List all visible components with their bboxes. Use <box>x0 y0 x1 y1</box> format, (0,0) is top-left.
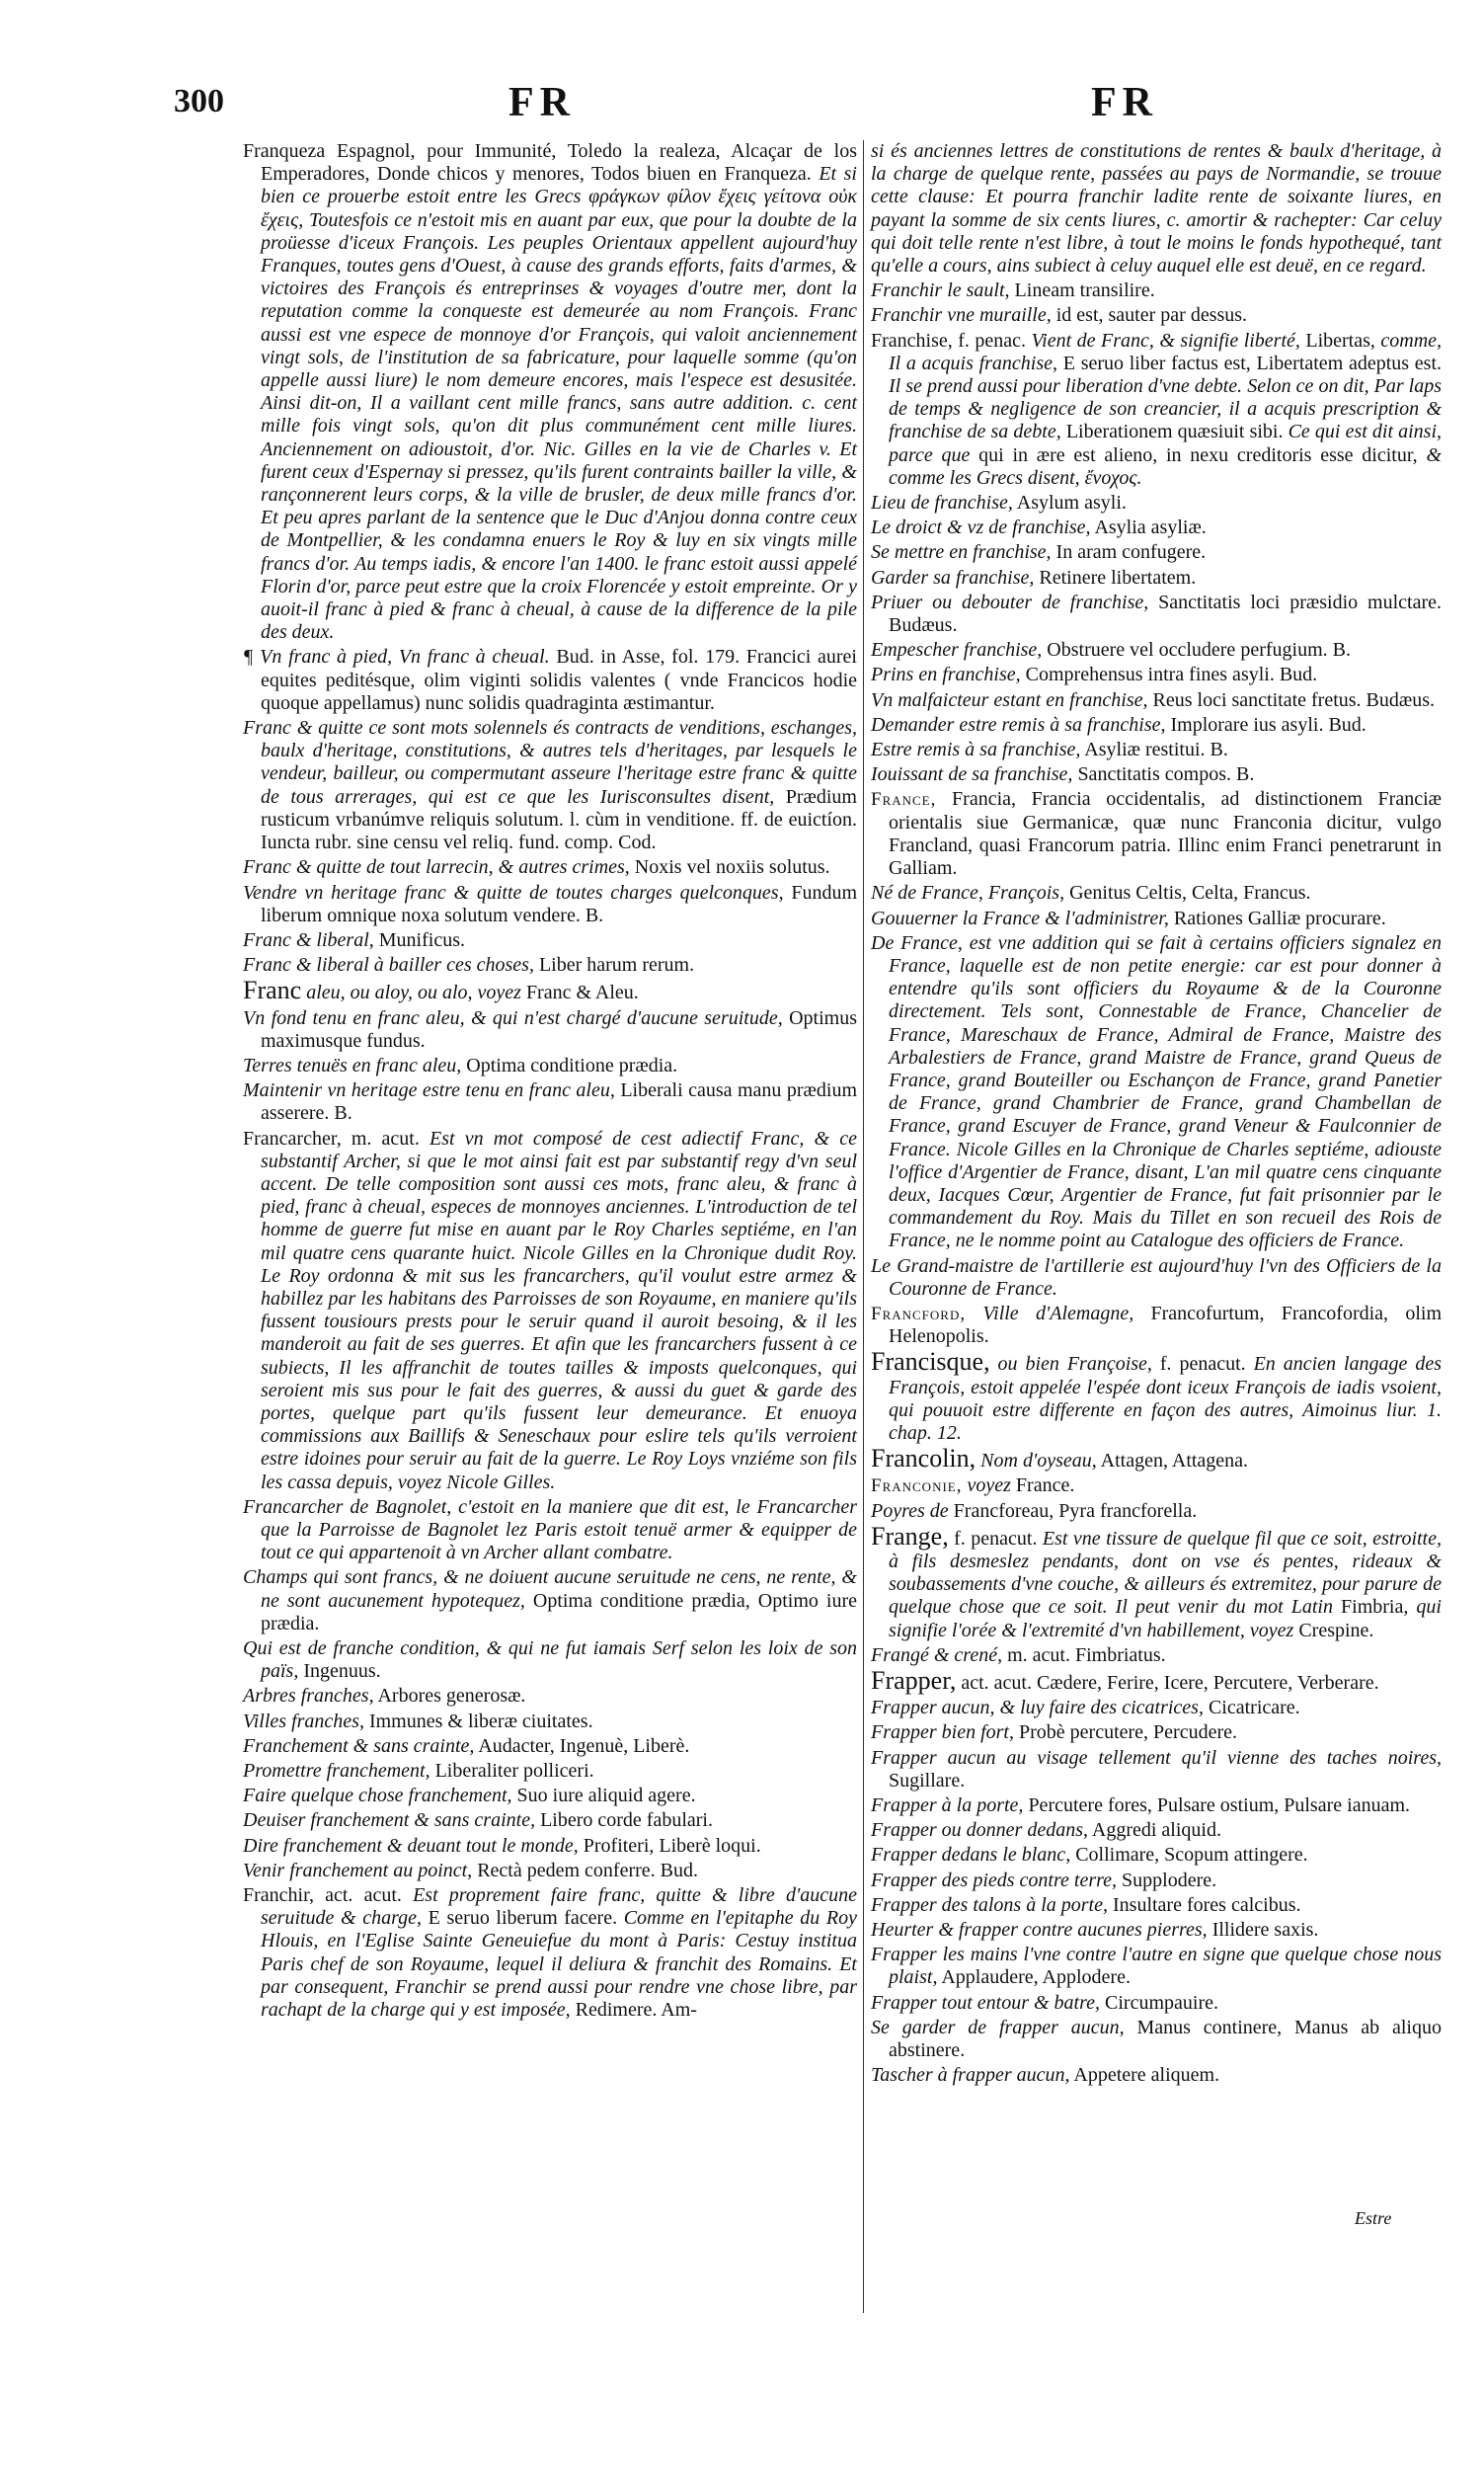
entry-text: Frapper à la porte, <box>871 1794 1024 1817</box>
entry-text: Frapper des pieds contre terre, <box>871 1869 1118 1891</box>
entry-text: Iouissant de sa franchise, <box>871 763 1073 786</box>
entry-text: Franc & quitte de tout larrecin, & autres crimes, <box>243 856 630 879</box>
entry-text: Circumpauire. <box>1100 1991 1218 2014</box>
dictionary-entry <box>871 2064 1442 2087</box>
dictionary-entry <box>871 1919 1442 1942</box>
column-divider <box>863 140 864 2313</box>
entry-text: comme, Il a acquis franchise, <box>889 329 1443 374</box>
entry-text: Francforeau, Pyra francforella. <box>948 1499 1198 1522</box>
entry-text: Estre remis à sa franchise, <box>871 739 1081 761</box>
entry-text: Est vn mot composé de cest adiectif Franc, & ce substantif Archer, si que le mot ainsi fait est par substantif regy d'vn seul accent. De telle composition sont aussi ces mots, franc aleu, & franc à pied, franc à cheual, especes de monnoyes anciennes. L'introduction de tel homme de guerre fut mise en auant par le Roy Charles septiéme, en l'an mil quatre cens quarante huict. Nicole Gilles en la Chronique dudit Roy. Le Roy ordonna & mit sus les francarchers, qu'il voulut estre armez & habillez par les habitans des Parroisses de son Royaume, en maniere qu'ils fussent tousiours prests pour le seruir quand il auroit besoing, & il les manderoit au fait de ses guerres. Et afin que les francarchers fussent à ce subiects, Il les affranchit de toutes tailles & imposts quelconques, qui seroient mis sus pour le fait des guerres, & aussi du guet & garde des portes, quelque part qu'ils fussent leur demeurance. Et enuoya commissions aux Baillifs & Seneschaux pour eslire tels qu'ils verroient estre idoines pour seruir au fait de la guerre. Le Roy Loys vnziéme son fils les cassa depuis, voyez Nicole Gilles. <box>261 1127 857 1493</box>
entry-text: Villes franches, <box>243 1710 364 1732</box>
entry-text: Manus continere, Manus ab aliquo abstinere. <box>889 2016 1442 2062</box>
entry-text: Franchir vne muraille, <box>871 304 1052 327</box>
dictionary-entry <box>243 1079 857 1125</box>
entry-text: Arbores generosæ. <box>373 1685 526 1708</box>
dictionary-entry <box>243 1735 857 1758</box>
dictionary-entry <box>871 2017 1442 2062</box>
entry-text: Se mettre en franchise, <box>871 541 1052 564</box>
dictionary-entry <box>243 1835 857 1858</box>
dictionary-entry <box>871 1347 1442 1445</box>
entry-text: Applaudere, Applodere. <box>937 1966 1131 1989</box>
dictionary-entry <box>871 492 1442 515</box>
entry-text: ¶ Vn franc à pied, Vn franc à cheual. <box>243 646 550 669</box>
entry-text: Reus loci sanctitate fretus. Budæus. <box>1147 688 1436 711</box>
entry-text: Frapper les mains l'vne contre l'autre en signe que quelque chose nous plaist, <box>871 1944 1442 1989</box>
entry-text: qui in ære est alieno, in nexu creditoris esse dicitur, <box>970 443 1418 466</box>
dictionary-entry <box>871 1500 1442 1523</box>
entry-text: Le droict & vz de franchise, <box>871 517 1091 539</box>
dictionary-entry <box>243 954 857 977</box>
dictionary-entry <box>871 1303 1442 1348</box>
dictionary-entry <box>871 541 1442 564</box>
dictionary-entry <box>243 1007 857 1053</box>
entry-text: voyez <box>962 1474 1011 1497</box>
entry-text: Il se prend aussi pour liberation d'vne debte. Selon ce on dit, Par laps de temps & negligence de son creancier, il a acquis prescription & franchise de sa debte, <box>889 375 1442 443</box>
dictionary-entry <box>871 592 1442 637</box>
entry-text: Terres tenuës en franc aleu, <box>243 1054 462 1076</box>
entry-text: qui signifie l'orée & l'extremité d'vn habillement, voyez <box>889 1596 1442 1641</box>
entry-text: Optima conditione prædia. <box>461 1054 678 1076</box>
entry-text: id est, sauter par dessus. <box>1051 304 1248 327</box>
entry-text: Cicatricare. <box>1203 1697 1300 1719</box>
entry-text: Francford, <box>871 1303 967 1324</box>
dictionary-entry <box>871 1521 1442 1642</box>
dictionary-entry <box>871 1992 1442 2015</box>
dictionary-entry <box>243 1128 857 1494</box>
dictionary-entry <box>871 1944 1442 1989</box>
dictionary-entry <box>871 304 1442 327</box>
dictionary-entry <box>871 1870 1442 1892</box>
entry-text: Vendre vn heritage franc & quitte de toutes charges quelconques, <box>243 881 784 904</box>
entry-text: Dire franchement & deuant tout le monde, <box>243 1834 579 1857</box>
dictionary-entry <box>871 517 1442 539</box>
dictionary-entry <box>871 932 1442 1253</box>
entry-text: Frapper tout entour & batre, <box>871 1991 1101 2014</box>
entry-text: Prædium rusticum vrbanúmve reliquis solutum. l. cùm in venditione. ff. de euictíon. Iuncta rubr. sine censu vel reliq. fund. comp. Cod. <box>261 785 857 854</box>
entry-text: Empescher franchise, <box>871 639 1043 662</box>
entry-text: Aggredi aliquid. <box>1087 1819 1221 1842</box>
running-head-right: FR <box>1091 80 1158 125</box>
entry-text: Vn malfaicteur estant en franchise, <box>871 688 1148 711</box>
entry-text: Né de France, François, <box>871 882 1065 905</box>
entry-text: Franc <box>243 976 302 1005</box>
dictionary-entry <box>871 1255 1442 1301</box>
dictionary-entry <box>871 1894 1442 1917</box>
entry-text: Franc & liberal, <box>243 928 374 951</box>
dictionary-entry <box>871 140 1442 278</box>
dictionary-entry <box>871 714 1442 737</box>
entry-text: aleu, ou aloy, ou alo, voyez <box>301 982 521 1004</box>
entry-text: Illidere saxis. <box>1207 1919 1319 1942</box>
dictionary-entry <box>871 664 1442 686</box>
entry-text: Franchir le sault, <box>871 279 1010 302</box>
entry-text: Franconie, <box>871 1475 963 1497</box>
entry-text: Libertas, <box>1299 329 1375 352</box>
entry-text: Heurter & frapper contre aucunes pierres, <box>871 1919 1208 1942</box>
entry-text: Obstruere vel occludere perfugium. B. <box>1042 639 1351 662</box>
page-number: 300 <box>174 83 224 119</box>
entry-text: France, <box>871 789 937 811</box>
entry-text: Prins en franchise, <box>871 664 1021 686</box>
entry-text: Asyliæ restitui. B. <box>1080 739 1228 761</box>
entry-text: Se garder de frapper aucun, <box>871 2016 1125 2038</box>
entry-text: Supplodere. <box>1117 1869 1217 1891</box>
entry-text: Garder sa franchise, <box>871 566 1035 589</box>
dictionary-entry <box>871 567 1442 590</box>
entry-text: Sugillare. <box>889 1769 966 1792</box>
entry-text: Genitus Celtis, Celta, Francus. <box>1064 882 1311 905</box>
entry-text: Frange, <box>871 1521 949 1551</box>
dictionary-entry <box>871 279 1442 302</box>
entry-text: f. penacut. <box>1151 1353 1246 1376</box>
entry-text: Poyres de <box>871 1499 949 1522</box>
entry-text: In aram confugere. <box>1051 541 1207 564</box>
entry-text: Comme en l'epitaphe du Roy Hlouis, en l'Eglise Sainte Geneuiefue du mont à Paris: Cestuy institua Paris chef de son Royaume, lequel il deliura & franchit des Romains. Et par consequent, Franchir se prend aussi pour rendre vne chose libre, par rachapt de la charge qui y est imposée, <box>261 1907 857 2022</box>
entry-text: Ingenuus. <box>298 1660 381 1683</box>
dictionary-entry <box>871 1644 1442 1667</box>
entry-text: Gouuerner la France & l'administrer, <box>871 907 1169 929</box>
entry-text: Attagen, Attagena. <box>1096 1450 1249 1473</box>
entry-text: Sanctitatis compos. B. <box>1072 763 1255 786</box>
entry-text: Deuiser franchement & sans crainte, <box>243 1809 536 1832</box>
dictionary-entry <box>871 1844 1442 1867</box>
dictionary-entry <box>871 639 1442 662</box>
entry-text: Franchir, act. acut. <box>243 1884 402 1907</box>
entry-text: En ancien langage des François, estoit appelée l'espée dont iceux François de iadis vsoient, qui pouuoit estre differente en façon des autres, Aimoinus liur. 1. chap. 12. <box>889 1353 1442 1444</box>
entry-text: Franc & liberal à bailler ces choses, <box>243 954 534 977</box>
dictionary-entry <box>871 763 1442 786</box>
dictionary-entry <box>871 689 1442 712</box>
left-column <box>243 140 857 2024</box>
entry-text: Maintenir vn heritage estre tenu en franc aleu, <box>243 1079 615 1102</box>
entry-text: Franc & quitte ce sont mots solennels és contracts de venditions, eschanges, baulx d'heritage, constitutions, & autres tels d'heritages, par lesquels le vendeur, bailleur, ou compermutant asseure l'heritage estre franc & quitte de tous arrerages, qui est ce que les Iurisconsultes disent, <box>243 717 857 808</box>
entry-text: Liberali causa manu prædium asserere. B. <box>261 1079 857 1125</box>
entry-text: Franchement & sans crainte, <box>243 1734 475 1757</box>
entry-text: Immunes & liberæ ciuitates. <box>363 1710 593 1732</box>
entry-text: Frapper, <box>871 1666 957 1695</box>
entry-text: Francia, Francia occidentalis, ad distinctionem Franciæ orientalis siue Germanicæ, quæ nunc Franconia dicitur, vulgo Francland, quasi Francorum patria. Illinc enim Franci penetrarunt in Galliam. <box>889 788 1442 880</box>
dictionary-entry <box>871 1721 1442 1744</box>
right-column <box>871 140 1442 2089</box>
dictionary-entry <box>871 1444 1442 1473</box>
entry-text: Optima conditione prædia, Optimo iure prædia. <box>261 1589 857 1634</box>
dictionary-entry <box>871 908 1442 930</box>
entry-text: Noxis vel noxiis solutus. <box>629 856 830 879</box>
entry-text: Frapper ou donner dedans, <box>871 1819 1088 1842</box>
dictionary-entry <box>871 1666 1442 1695</box>
entry-text: Franc & Aleu. <box>520 982 639 1004</box>
dictionary-entry <box>871 1747 1442 1792</box>
dictionary-entry <box>243 976 857 1005</box>
entry-text: Franqueza Espagnol, pour Immunité, Toledo la realeza, Alcaçar de los Emperadores, Donde chicos y menores, Todos biuen en Franqueza. <box>243 140 857 186</box>
entry-text: Arbres franches, <box>243 1685 374 1708</box>
entry-text: Probè percutere, Percudere. <box>1014 1721 1237 1744</box>
entry-text: Champs qui sont francs, & ne doiuent aucune seruitude ne cens, ne rente, & ne sont aucunement hypotequez, <box>243 1566 857 1612</box>
entry-text: Munificus. <box>373 928 465 951</box>
entry-text: Francarcher de Bagnolet, c'estoit en la maniere que dit est, le Francarcher que la Parroisse de Bagnolet lez Paris estoit tenuë armer & equipper de tout ce qui appartenoit à vn Archer allant combatre. <box>243 1495 857 1564</box>
entry-text: Audacter, Ingenuè, Liberè. <box>474 1734 690 1757</box>
entry-text: Frapper aucun au visage tellement qu'il vienne des taches noires, <box>871 1746 1442 1769</box>
entry-text: Vn fond tenu en franc aleu, & qui n'est chargé d'aucune seruitude, <box>243 1006 783 1029</box>
dictionary-entry <box>243 882 857 927</box>
entry-text: Sanctitatis loci præsidio mulctare. Budæus. <box>889 591 1443 637</box>
dictionary-entry <box>871 330 1442 490</box>
entry-text: & comme les Grecs disent, ἔνοχος. <box>889 443 1442 489</box>
entry-text: Ville d'Alemagne, <box>966 1302 1134 1324</box>
entry-text: Est proprement faire franc, quitte & libre d'aucune seruitude & charge, <box>261 1884 858 1930</box>
entry-text: Franchise, f. penac. <box>871 329 1026 352</box>
dictionary-entry <box>243 1711 857 1733</box>
entry-text: ou bien Françoise, <box>989 1353 1152 1376</box>
dictionary-entry <box>243 1785 857 1807</box>
entry-text: E seruo liber factus est, Libertatem adeptus est. <box>1057 352 1442 374</box>
entry-text: Qui est de franche condition, & qui ne fut iamais Serf selon les loix de son païs, <box>243 1637 857 1683</box>
entry-text: Libero corde fabulari. <box>535 1809 713 1832</box>
entry-text: Appetere aliquem. <box>1069 2064 1220 2087</box>
entry-text: Francofurtum, Francofordia, olim Helenopolis. <box>889 1302 1442 1348</box>
entry-text: Promettre franchement, <box>243 1760 430 1783</box>
entry-text: Fundum liberum omnique noxa solutum vendere. B. <box>261 881 858 926</box>
entry-text: Collimare, Scopum attingere. <box>1070 1844 1308 1867</box>
dictionary-entry <box>871 1697 1442 1719</box>
dictionary-entry <box>243 1055 857 1077</box>
dictionary-entry <box>243 717 857 854</box>
entry-text: Liberationem quæsiuit sibi. <box>1060 421 1284 443</box>
dictionary-entry <box>243 1685 857 1708</box>
entry-text: Fimbria, <box>1332 1596 1409 1619</box>
entry-text: Francarcher, m. acut. <box>243 1127 420 1150</box>
entry-text: Retinere libertatem. <box>1034 566 1197 589</box>
entry-text: France. <box>1010 1474 1075 1497</box>
entry-text: Profiteri, Liberè loqui. <box>578 1834 761 1857</box>
entry-text: Redimere. Am- <box>570 1999 697 2022</box>
entry-text: f. penacut. <box>948 1527 1038 1550</box>
entry-text: Tascher à frapper aucun, <box>871 2064 1070 2087</box>
entry-text: Implorare ius asyli. Bud. <box>1165 713 1367 736</box>
entry-text: Percutere fores, Pulsare ostium, Pulsare ianuam. <box>1023 1794 1410 1817</box>
entry-text: Frapper bien fort, <box>871 1721 1014 1744</box>
entry-text: Optimus maximusque fundus. <box>261 1006 857 1052</box>
dictionary-entry <box>243 1860 857 1882</box>
entry-text: Le Grand-maistre de l'artillerie est aujourd'huy l'vn des Officiers de la Couronne de France. <box>871 1254 1442 1300</box>
entry-text: Suo iure aliquid agere. <box>511 1785 696 1807</box>
dictionary-entry <box>243 140 857 644</box>
dictionary-entry <box>243 929 857 952</box>
entry-text: Liberaliter polliceri. <box>430 1760 594 1783</box>
entry-text: Frapper aucun, & luy faire des cicatrices, <box>871 1697 1204 1719</box>
dictionary-entry <box>243 1496 857 1565</box>
dictionary-entry <box>243 1760 857 1783</box>
entry-text: E seruo liberum facere. <box>422 1907 618 1930</box>
entry-text: Ce qui est dit ainsi, parce que <box>889 421 1443 466</box>
entry-text: Lineam transilire. <box>1009 279 1155 302</box>
entry-text: Vient de Franc, & signifie liberté, <box>1025 329 1300 352</box>
dictionary-entry <box>243 856 857 879</box>
dictionary-entry <box>871 739 1442 761</box>
entry-text: Rationes Galliæ procurare. <box>1168 907 1386 929</box>
catchword: Estre <box>1355 2208 1392 2228</box>
entry-text: Asylia asyliæ. <box>1090 517 1207 539</box>
dictionary-entry <box>243 646 857 715</box>
entry-text: si és anciennes lettres de constitutions de rentes & baulx d'heritage, à la charge de quelque rente, passées au pays de Normandie, se trouue cette clause: Et pourra franchir ladite rente de soixante liures, en payant la somme de six cents liures, c. amortir & rachepter: Car celuy qui doit telle rente n'est libre, à tout le moins le fonds hypothequé, tant qu'elle a cours, ains subiect à celuy auquel elle est deuë, en ce regard. <box>871 140 1442 278</box>
entry-text: Crespine. <box>1293 1619 1374 1641</box>
entry-text: Demander estre remis à sa franchise, <box>871 713 1166 736</box>
entry-text: Priuer ou debouter de franchise, <box>871 591 1149 613</box>
entry-text: Est vne tissure de quelque fil que ce soit, estroitte, à fils desmeslez pendants, dont on vse és pentes, rideaux & soubassements d'vne couche, & ailleurs és extremitez, pour parure de quelque chose que ce soit. Il peut venir du mot Latin <box>889 1527 1442 1619</box>
entry-text: m. acut. Fimbriatus. <box>1002 1643 1166 1666</box>
dictionary-entry <box>243 1637 857 1683</box>
dictionary-entry <box>871 882 1442 905</box>
entry-text: Et si bien ce prouerbe estoit entre les Grecs φράγκων φίλον ἔχεις γείτονα οὐκ ἔχεις, Toutesfois ce n'estoit mis en auant par eux, que pour la doubte de la proüesse d'iceux François. Les peuples Orientaux appellent aujourd'huy Franques, toutes gens d'Ouest, à cause des grands efforts, faits d'armes, & victoires des François és entreprinses & voyages d'outre mer, dont la reputation comme la conqueste est demeurée au nom François. Franc aussi est vne espece de monnoye d'or François, qui valoit anciennement vingt sols, de l'institution de sa fabricature, pour laquelle somme (qu'on appelle aussi liure) le nom demeure encores, mais l'espece est desusitée. Ainsi dit-on, Il a vaillant cent mille francs, sans autre addition. c. cent mille fois vingt sols, qu'on dit plus communément cent mille liures. Anciennement on adioustoit, d'or. Nic. Gilles en la vie de Charles v. Et furent ceux d'Espernay si pressez, qu'ils furent contraints bailler la ville, & rançonnerent leurs corps, & la ville de brusler, de deux mille francs d'or. Et peu apres parlant de la sentence que le Duc d'Anjou donna contre ceux de Montpellier, & les condamna enuers le Roy & luy en six vingts mille francs d'or. Au temps iadis, & encore l'an 1400. le franc estoit aussi appelé Florin d'or, parce peut estre que la croix Florencée y estoit empreinte. Or y auoit-il franc à pied & franc à cheual, à cause de la difference de la pile des deux. <box>261 163 857 644</box>
entry-text: Liber harum rerum. <box>533 954 695 977</box>
entry-text: Frapper dedans le blanc, <box>871 1844 1071 1867</box>
entry-text: Faire quelque chose franchement, <box>243 1785 512 1807</box>
dictionary-entry <box>871 1474 1442 1497</box>
entry-text: Francolin, <box>871 1444 976 1473</box>
entry-text: Bud. in Asse, fol. 179. Francici aurei equites peditésque, olim viginti solidis valentes ( vnde Francicos hodie quoque appellamus) nunc solidis quadraginta æstimantur. <box>261 646 857 714</box>
entry-text: Rectà pedem conferre. Bud. <box>472 1859 698 1881</box>
running-head-left: FR <box>508 80 576 125</box>
dictionary-entry <box>243 1566 857 1635</box>
entry-text: Nom d'oyseau, <box>976 1450 1097 1473</box>
entry-text: Venir franchement au poinct, <box>243 1859 473 1881</box>
entry-text: Comprehensus intra fines asyli. Bud. <box>1020 664 1318 686</box>
entry-text: act. acut. Cædere, Ferire, Icere, Percutere, Verberare. <box>956 1672 1379 1694</box>
entry-text: Asylum asyli. <box>1012 492 1127 515</box>
dictionary-entry <box>871 1819 1442 1842</box>
dictionary-entry <box>871 788 1442 880</box>
dictionary-entry <box>871 1794 1442 1817</box>
dictionary-entry <box>243 1884 857 2022</box>
entry-text: Frangé & crené, <box>871 1643 1003 1666</box>
entry-text: Francisque, <box>871 1347 990 1377</box>
entry-text: Lieu de franchise, <box>871 492 1013 515</box>
entry-text: De France, est vne addition qui se fait à certains officiers signalez en France, laquelle est de non petite energie: car est pour donner à entendre qu'ils sont officiers du Royaume & de la Couronne directement. Tels sont, Connestable de France, Chancelier de France, Mareschaux de France, Admiral de France, Maistre des Arbalestiers de France, grand Maistre de France, grand Queus de France, grand Bouteiller ou Eschançon de France, grand Panetier de France, grand Chambrier de France, grand Chambellan de France, grand Escuyer de France, grand Veneur & Faulconnier de France. Nicole Gilles en la Chronique de Charles septiéme, adiouste l'office d'Argentier de France, disant, L'an mil quatre cens cinquante deux, Iacques Cœur, Argentier de France, fut fait prisonnier par le commandement du Roy. Mais du Tillet en son recueil des Rois de France, ne le nomme point au Catalogue des officiers de France. <box>871 931 1442 1252</box>
entry-text: Insultare fores calcibus. <box>1108 1893 1301 1916</box>
dictionary-entry <box>243 1809 857 1832</box>
entry-text: Frapper des talons à la porte, <box>871 1893 1108 1916</box>
